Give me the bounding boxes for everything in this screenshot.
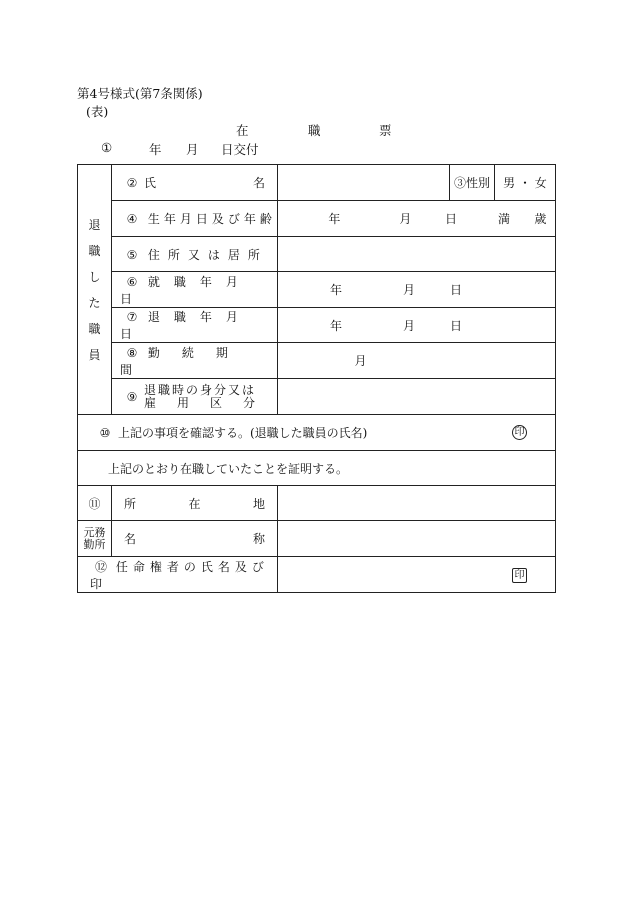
- birthdate-label-cell: ④ 生年月日及び年齢: [112, 201, 278, 237]
- title-char-2: 職: [308, 123, 321, 138]
- appointer-input[interactable]: [278, 557, 556, 593]
- gender-label: ③性別: [450, 165, 495, 201]
- hire-date-input[interactable]: 年 月 日: [278, 272, 556, 308]
- address-label-cell: ⑤ 住所又は居所: [112, 237, 278, 272]
- hire-date-label-cell: ⑥ 就職年月日: [112, 272, 278, 308]
- issue-number: ①: [101, 140, 113, 155]
- location-input[interactable]: [278, 486, 556, 521]
- gender-options[interactable]: 男 ・ 女: [495, 165, 556, 201]
- status-label-cell: ⑨ 退職時の身分又は 雇用区分: [112, 379, 278, 415]
- issue-day: 日交付: [221, 142, 259, 157]
- office-number: ⑪: [78, 486, 112, 521]
- office-section-label: 元務 勤所: [78, 521, 112, 557]
- side-label: (表): [86, 104, 109, 119]
- issue-year: 年: [149, 142, 162, 157]
- form-number: 第4号様式(第7条関係): [77, 86, 203, 101]
- title-char-1: 在: [236, 123, 249, 138]
- retiree-section-label: 退 職 し た 職 員: [78, 165, 112, 415]
- office-name-input[interactable]: [278, 521, 556, 557]
- name-label-cell: ② 氏 名: [112, 165, 278, 201]
- birthdate-age-input[interactable]: 年 月 日 満 歳: [278, 201, 556, 237]
- retire-date-input[interactable]: 年 月 日: [278, 308, 556, 343]
- address-input[interactable]: [278, 237, 556, 272]
- retire-date-label-cell: ⑦ 退職年月日: [112, 308, 278, 343]
- status-input[interactable]: [278, 379, 556, 415]
- issue-month: 月: [186, 142, 199, 157]
- confirm-row: ⑩ 上記の事項を確認する。(退職した職員の氏名) 印: [78, 415, 556, 451]
- tenure-input[interactable]: 月: [278, 343, 556, 379]
- seal-mark[interactable]: 印: [512, 568, 527, 583]
- appointer-label-cell: ⑫ 任命権者の氏名及び印: [78, 557, 278, 593]
- location-label-cell: 所 在 地: [112, 486, 278, 521]
- certify-row: 上記のとおり在職していたことを証明する。: [78, 451, 556, 486]
- office-name-label-cell: 名 称: [112, 521, 278, 557]
- name-input[interactable]: [278, 165, 450, 201]
- title-char-3: 票: [379, 123, 392, 138]
- seal-mark[interactable]: 印: [512, 425, 527, 440]
- tenure-label-cell: ⑧ 勤続期間: [112, 343, 278, 379]
- certificate-form: [77, 164, 556, 593]
